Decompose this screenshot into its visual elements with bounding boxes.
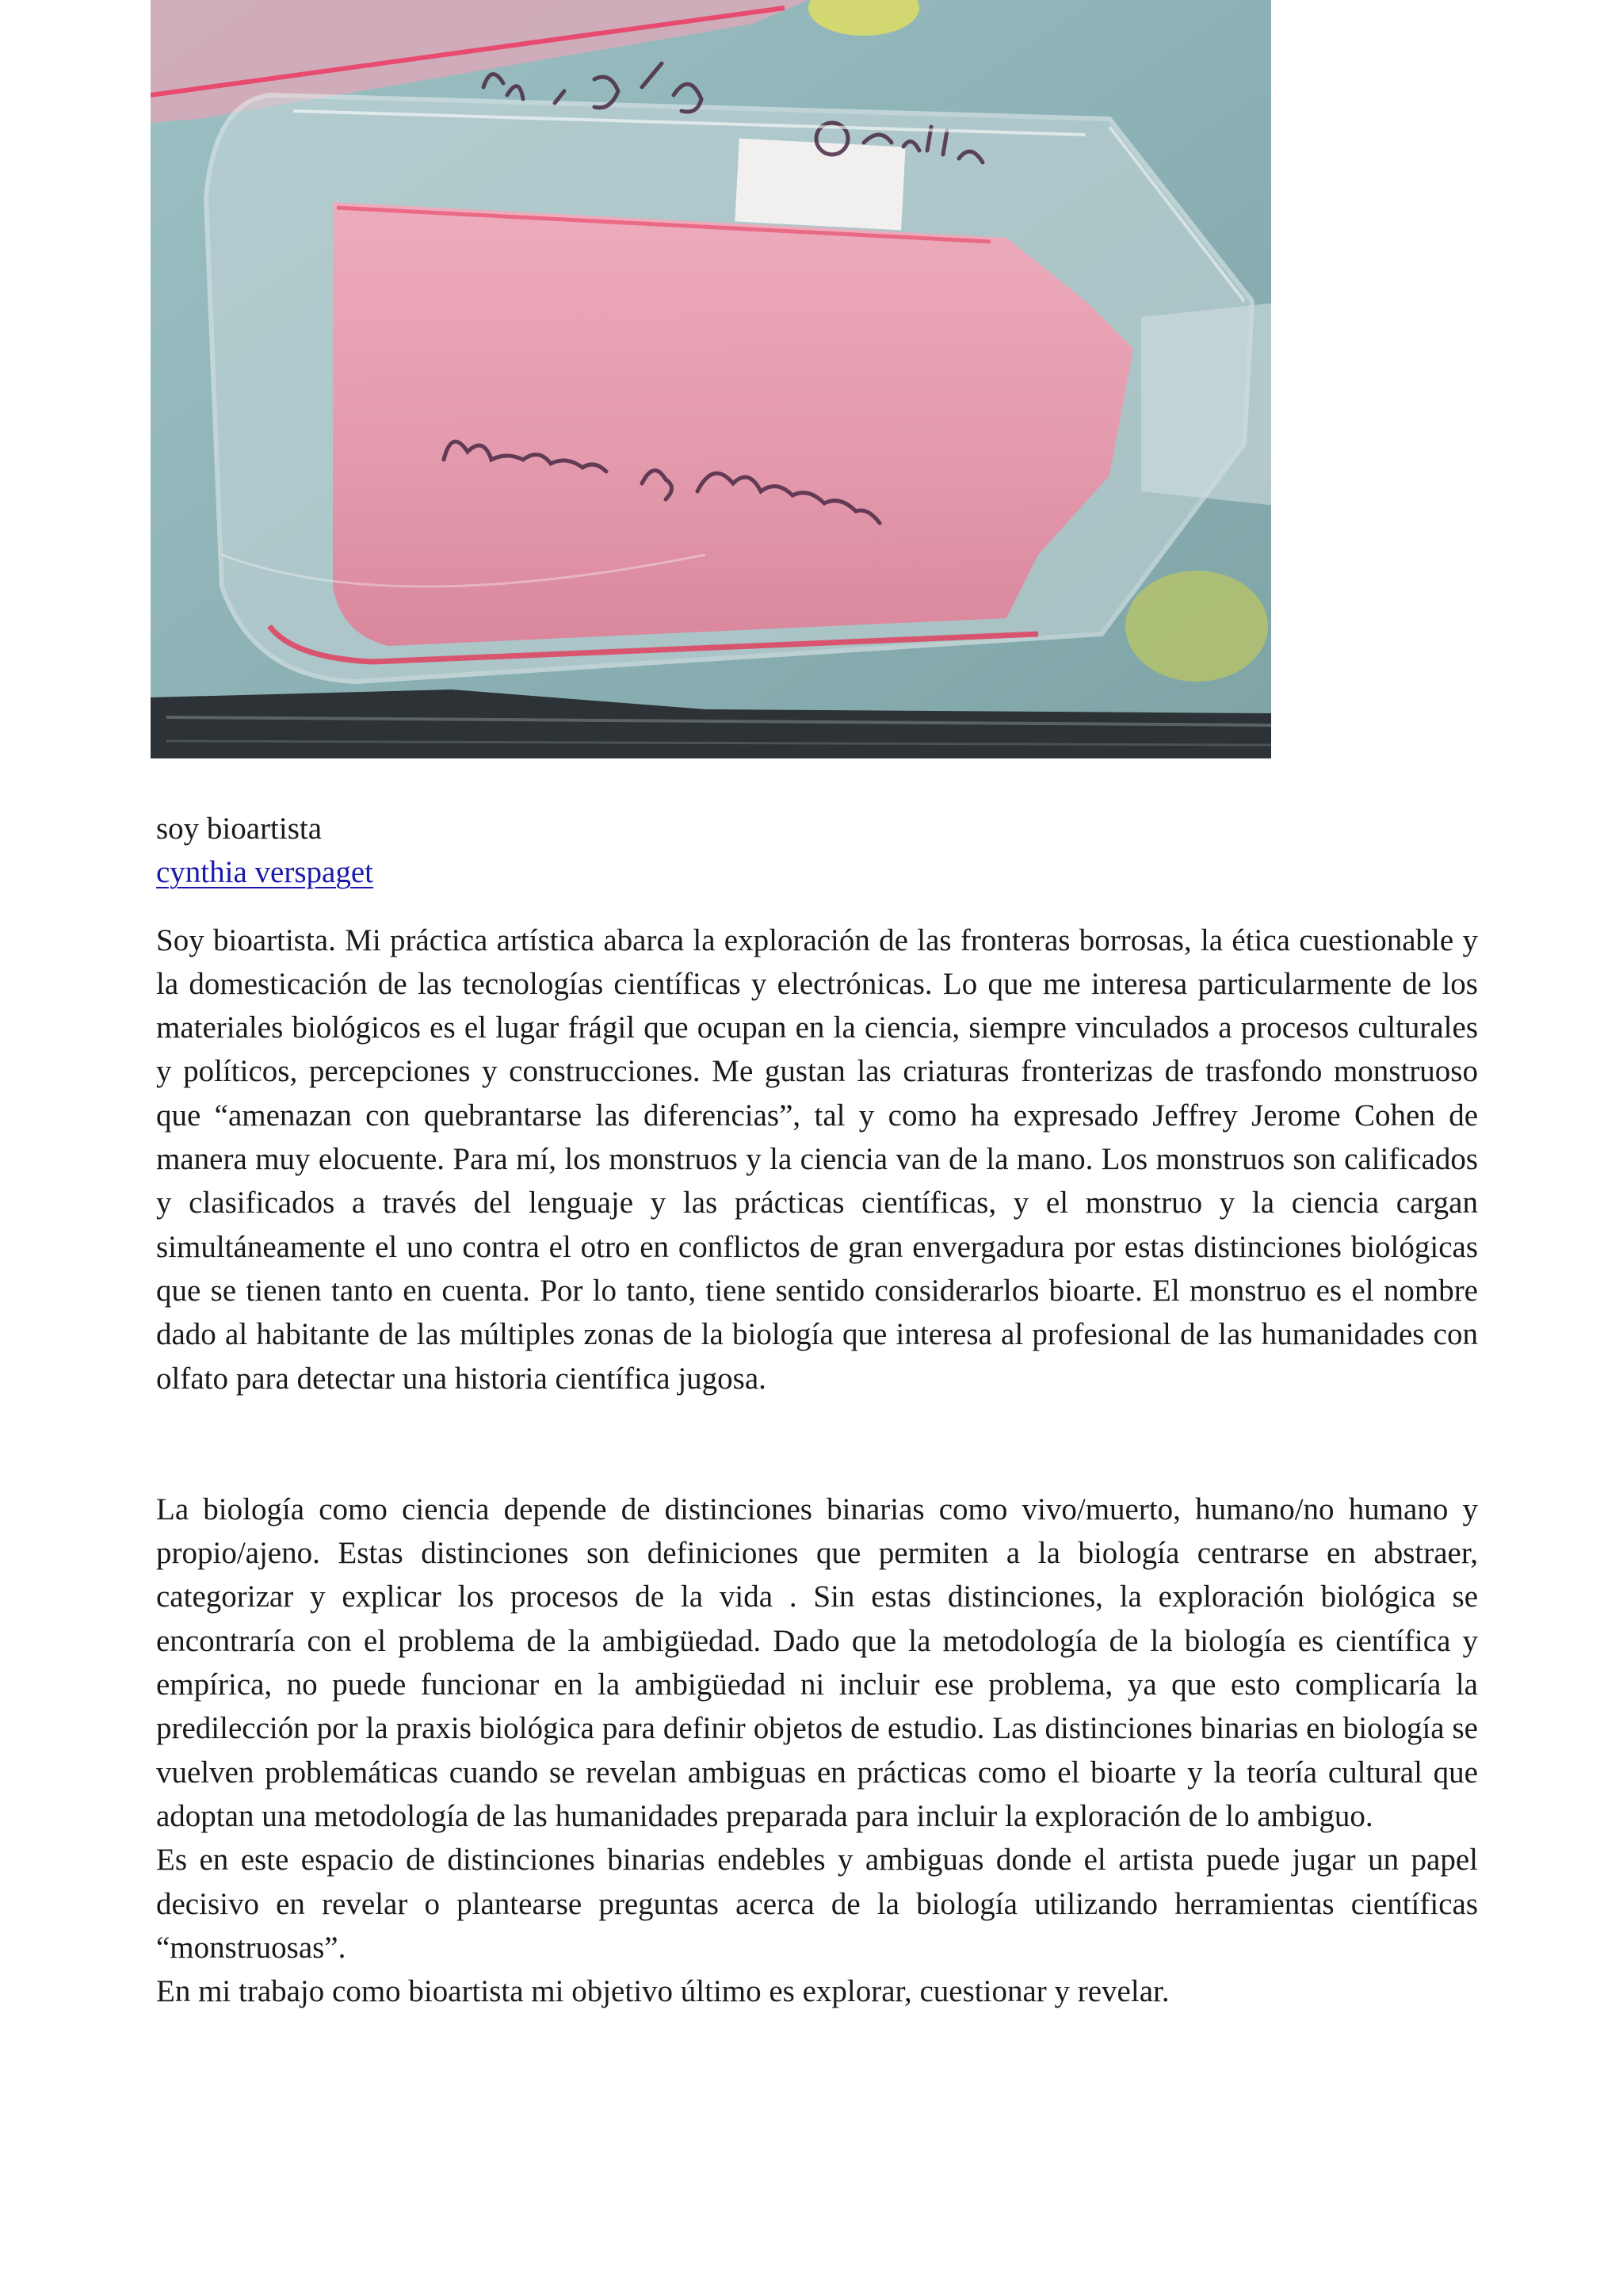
author-link[interactable]: cynthia verspaget bbox=[156, 855, 373, 890]
paragraph-4: En mi trabajo como bioartista mi objetivo último es explorar, cuestionar y revelar. bbox=[156, 1974, 1170, 2009]
article-title: soy bioartista bbox=[156, 812, 323, 846]
cell-culture-flask-photo bbox=[151, 0, 1271, 758]
paragraph-3: Es en este espacio de distinciones binarias endebles y ambiguas donde el artista puede jugar un papel decisivo en revelar o plantearse preguntas acerca de la biología utilizando herramientas científicas “monstruosas”. bbox=[156, 1843, 1478, 1965]
paragraph-2: La biología como ciencia depende de distinciones binarias como vivo/muerto, humano/no humano y propio/ajeno. Estas distinciones son definiciones que permiten a la biología centrarse en abstraer, categorizar y explicar los procesos de la vida . Sin estas distinciones, la exploración biológica se encontraría con el problema de la ambigüedad. Dado que la metodología de la biología es científica y empírica, no puede funcionar en la ambigüedad ni incluir ese problema, ya que esto complicaría la predilección por la praxis biológica para definir objetos de estudio. Las distinciones binarias en biología se vuelven problemáticas cuando se revelan ambiguas en prácticas como el bioarte y la teoría cultural que adoptan una metodología de las humanidades preparada para incluir la exploración de lo ambiguo. bbox=[156, 1492, 1478, 1833]
article bbox=[156, 807, 1478, 2013]
paragraph-1: Soy bioartista. Mi práctica artística abarca la exploración de las fronteras borrosas, la ética cuestionable y la domesticación de las tecnologías científicas y electrónicas. Lo que me interesa particularmente de los materiales biológicos es el lugar frágil que ocupan en la ciencia, siempre vinculados a procesos culturales y políticos, percepciones y construcciones. Me gustan las criaturas fronterizas de trasfondo monstruoso que “amenazan con quebrantarse las diferencias”, tal y como ha expresado Jeffrey Jerome Cohen de manera muy elocuente. Para mí, los monstruos y la ciencia van de la mano. Los monstruos son calificados y clasificados a través del lenguaje y las prácticas científicas, y el monstruo y la ciencia cargan simultáneamente el uno contra el otro en conflictos de gran envergadura por estas distinciones biológicas que se tienen tanto en cuenta. Por lo tanto, tiene sentido considerarlos bioarte. El monstruo es el nombre dado al habitante de las múltiples zonas de la biología que interesa al profesional de las humanidades con olfato para detectar una historia científica jugosa. bbox=[156, 923, 1478, 1396]
